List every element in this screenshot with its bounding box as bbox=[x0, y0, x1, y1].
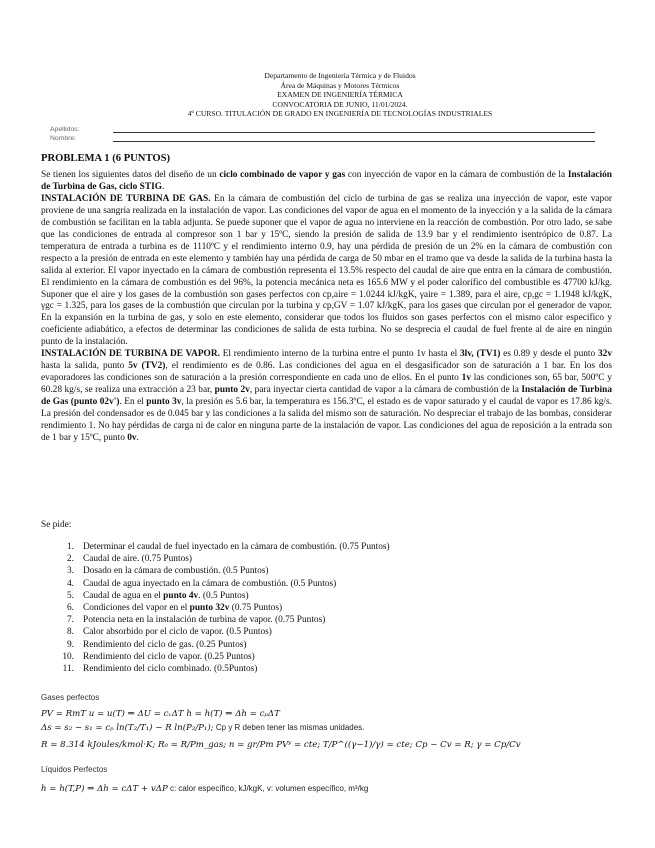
question-text: Determinar el caudal de fuel inyectado en la cámara de combustión. (0.75 Puntos) bbox=[83, 542, 390, 552]
steam-bold: punto 3v bbox=[146, 397, 182, 408]
problem-title: PROBLEMA 1 (6 PUNTOS) bbox=[41, 153, 170, 164]
question-text: Potencia neta en la instalación de turbina de vapor. (0.75 Puntos) bbox=[83, 615, 326, 626]
question-text: Rendimiento del ciclo de gas. (0.25 Puntos) bbox=[83, 639, 247, 650]
question-text: Calor absorbido por el ciclo de vapor. (0.5 Puntos) bbox=[83, 627, 272, 638]
question-item bbox=[58, 663, 598, 675]
question-number: 1. bbox=[66, 542, 74, 552]
question-item bbox=[58, 553, 598, 565]
intro-text: con inyección de vapor en la cámara de combustión de la bbox=[345, 170, 568, 180]
area-line: Área de Máquinas y Motores Térmicos bbox=[280, 80, 400, 90]
question-item bbox=[58, 614, 598, 626]
steam-bold: Instalación de Turbina de Gas (punto 02v') bbox=[41, 385, 612, 408]
steam-text: El rendimiento interno de la turbina entre el punto 1v hasta el bbox=[219, 349, 460, 360]
steam-turbine-heading: INSTALACIÓN DE TURBINA DE VAPOR. bbox=[41, 349, 220, 360]
question-text: Rendimiento del ciclo de vapor. (0.25 Puntos) bbox=[83, 651, 255, 662]
entropy-formula bbox=[41, 723, 364, 733]
question-item bbox=[58, 639, 598, 651]
degree-line: 4º CURSO. TITULACIÓN DE GRADO EN INGENIERÍA DE TECNOLOGÍAS INDUSTRIALES bbox=[187, 109, 493, 119]
gas-turbine-paragraph bbox=[41, 194, 612, 349]
question-text: Dosado en la cámara de combustión. (0.5 Puntos) bbox=[83, 566, 269, 577]
surname-line[interactable] bbox=[113, 132, 595, 133]
exam-header bbox=[150, 71, 530, 119]
steam-text: . En el bbox=[119, 397, 147, 408]
question-text: Caudal de agua en el bbox=[83, 590, 164, 601]
name-line[interactable] bbox=[113, 141, 595, 142]
question-number: 9. bbox=[66, 639, 74, 650]
question-item bbox=[58, 602, 598, 614]
units-note: Cp y R deben tener las mismas unidades. bbox=[213, 723, 365, 732]
question-number: 4. bbox=[66, 578, 74, 589]
question-text: Condiciones del vapor en el bbox=[83, 603, 190, 614]
question-text: (0.75 Puntos) bbox=[229, 603, 283, 614]
question-item bbox=[58, 578, 598, 590]
question-text: Caudal de agua inyectado en la cámara de combustión. (0.5 Puntos) bbox=[83, 578, 337, 589]
liquid-note: c: calor específico, kJ/kgK, v: volumen específico, m³/kg bbox=[167, 784, 369, 793]
student-fields bbox=[50, 126, 595, 144]
intro-text: . bbox=[161, 181, 165, 192]
gases-title: Gases perfectos bbox=[41, 693, 100, 702]
steam-text: . bbox=[136, 432, 139, 443]
steam-bold: punto 2v bbox=[214, 385, 250, 396]
department-line: Departamento de Ingeniería Térmica y de Fluidos bbox=[264, 71, 416, 80]
steam-bold: 0v bbox=[127, 432, 137, 443]
question-point: punto 32v bbox=[189, 603, 230, 614]
question-text: . (0.5 Puntos) bbox=[198, 590, 249, 601]
question-text: Caudal de aire. (0.75 Puntos) bbox=[83, 554, 192, 565]
steam-bold: 3lv, (TV1) bbox=[459, 349, 501, 360]
question-number: 8. bbox=[66, 627, 74, 638]
steam-turbine-paragraph bbox=[41, 349, 612, 445]
gas-turbine-heading: INSTALACIÓN DE TURBINA DE GAS. bbox=[41, 193, 211, 204]
problem-statement bbox=[41, 170, 612, 445]
question-item bbox=[58, 590, 598, 602]
liquid-expression: h = h(T,P) ⇒ Δh = cΔT + vΔP bbox=[41, 784, 168, 794]
steam-text: hasta la salida, punto bbox=[41, 361, 129, 372]
question-item bbox=[58, 651, 598, 663]
question-item bbox=[58, 626, 598, 638]
intro-paragraph bbox=[41, 170, 612, 194]
question-text: Rendimiento del ciclo combinado. (0.5Puntos) bbox=[83, 664, 258, 675]
liquid-enthalpy-formula bbox=[41, 784, 368, 794]
question-number: 7. bbox=[66, 615, 74, 626]
question-number: 2. bbox=[66, 554, 74, 565]
steam-text: es 0.89 y desde el punto bbox=[500, 349, 598, 360]
intro-bold: Instalación de Turbina de Gas, ciclo STIG bbox=[41, 170, 613, 192]
exam-title: EXAMEN DE INGENIERÍA TÉRMICA bbox=[277, 90, 403, 100]
steam-text: , para inyectar cierta cantidad de vapor a la cámara de combustión de la bbox=[249, 385, 522, 396]
steam-bold: 1v bbox=[461, 373, 471, 384]
question-number: 3. bbox=[66, 566, 74, 577]
surname-label: Apellidos: bbox=[50, 126, 80, 133]
steam-bold: 32v bbox=[597, 349, 612, 360]
ideal-gas-formula: PV = RmT u = u(T) ⇒ ΔU = cᵥΔT h = h(T) ⇒ Δh = cₚΔT bbox=[41, 709, 280, 719]
question-number: 10. bbox=[62, 651, 74, 662]
question-point: punto 4v bbox=[163, 590, 199, 601]
se-pide-label: Se pide: bbox=[41, 520, 72, 530]
intro-bold: ciclo combinado de vapor y gas bbox=[219, 170, 346, 180]
call-date: CONVOCATORIA DE JUNIO, 11/01/2024. bbox=[272, 99, 408, 109]
steam-text: las condiciones son, 65 bar, 500ºC y 60.28 kg/s, se realiza una extracción a 23 bar, bbox=[41, 373, 612, 396]
name-label: Nombre: bbox=[50, 135, 77, 142]
surname-row bbox=[50, 126, 595, 135]
question-item bbox=[58, 565, 598, 577]
question-number: 6. bbox=[66, 603, 74, 614]
gas-turbine-text: En la cámara de combustión del ciclo de turbina de gas se realiza una inyección de vapor, este vapor proviene de una sangría realizada en la instalación de vapor. Las condiciones del vapor de agua en el momento de la inyección y a la salida de la cámara de combustión se facilitan en la tabla adjunta. Se puede suponer que el vapor de agua no interviene en la reacción de combustión. Por otro lado, se sabe que las condiciones de entrada al compresor son 1 bar y 15ºC, siendo la presión de salida de 13.9 bar y el rendimiento isentrópico de 0.87. La temperatura de entrada a turbina es de 1110ºC y el rendimiento interno 0.9, hay una pérdida de presión de un 2% en la cámara de combustión con respecto a la presión de entrada en este elemento y también hay una pérdida de carga de 50 mbar en el tramo que va desde la salida de la turbina hasta la salida al exterior. El vapor inyectado en la cámara de combustión representa el 13.5% respecto del caudal de aire que entra en la cámara de combustión. El rendimiento en la cámara de combustión es del 96%, la potencia mecánica neta es 165.6 MW y el poder calorífico del combustible es 47700 kJ/kg. Suponer que el aire y los gases de la combustión son gases perfectos con cp,aire = 1.0244 kJ/kgK, γaire = 1.389, para el aire, cp,gc = 1.1948 kJ/kgK, γgc = 1.325, para los gases de la combustión que circulan por la turbina y cp,GV = 1.07 kJ/kgK, para los gases que circulan por el generador de vapor. En la expansión en la turbina de gas, y solo en este elemento, considerar que todos los fluidos son gases perfectos con el mismo calor específico y coeficiente adiabático, a efectos de determinar las condiciones de salida de esta turbina. No se desprecia el caudal de fuel frente al de aire en ningún punto de la instalación. bbox=[41, 193, 612, 348]
steam-text: , el rendimiento es de 0.86. Las condiciones del agua en el desgasificador son de saturación a 1 bar. En los dos evaporadores las condiciones son de saturación a la presión correspondiente en cada uno de ellos. En el punto bbox=[41, 361, 612, 384]
steam-text: , la presión es 5.6 bar, la temperatura es 156.3ºC, el estado es de vapor saturado y el caudal de vapor es 17.86 kg/s. La presión del condensador es de 0.045 bar y las condiciones a la salida del mismo son de saturación. No despreciar el trabajo de las bombas, considerar rendimiento 1. No hay pérdidas de carga ni de calor en ninguna parte de la instalación de vapor. Las condiciones del agua de reposición a la entrada son de 1 bar y 15ºC, punto bbox=[41, 397, 612, 443]
question-item bbox=[58, 541, 598, 553]
steam-bold: 5v (TV2) bbox=[128, 361, 166, 372]
intro-text: Se tienen los siguientes datos del diseño de un bbox=[41, 170, 220, 180]
question-number: 5. bbox=[66, 590, 74, 601]
gas-constants-formula: R = 8.314 kJoules/kmol·K; R₀ = R/Pm_gas; n = gr/Pm PVʸ = cte; T/P^((γ−1)/γ) = cte; Cp − Cv = R; γ = Cp/Cv bbox=[41, 740, 521, 750]
questions-list bbox=[58, 541, 598, 675]
liquids-title: Líquidos Perfectos bbox=[41, 765, 108, 774]
question-number: 11. bbox=[62, 664, 74, 675]
entropy-expression: Δs = s₂ − s₁ = cₚ ln(T₂/T₁) − R ln(P₂/P₁); bbox=[41, 723, 214, 733]
name-row bbox=[50, 135, 595, 144]
